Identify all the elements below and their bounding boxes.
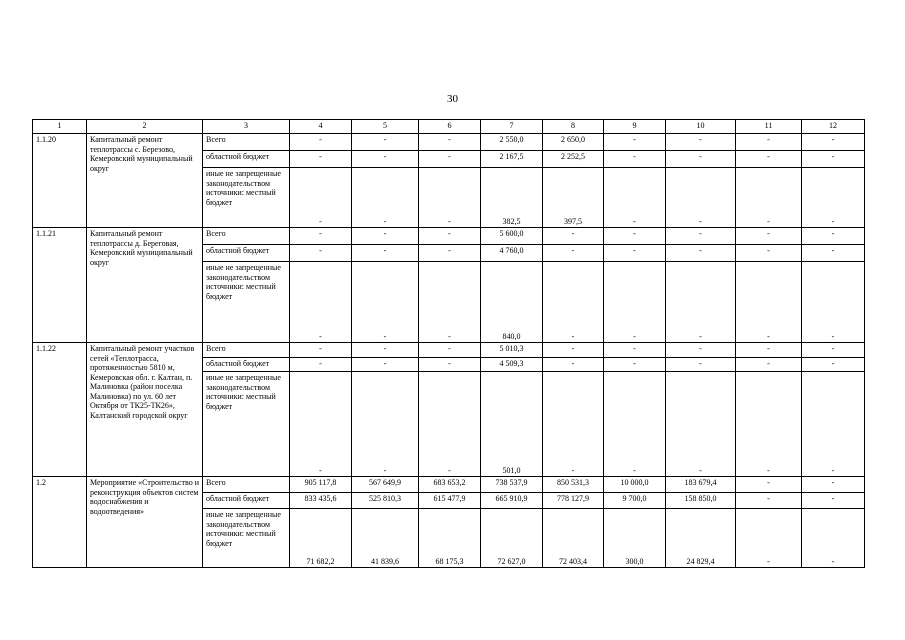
header-cell: 4 bbox=[290, 120, 352, 134]
value-cell: - bbox=[666, 168, 736, 228]
value-cell: - bbox=[666, 372, 736, 477]
value-cell: - bbox=[736, 151, 802, 168]
value-cell: - bbox=[290, 262, 352, 343]
value-cell: - bbox=[802, 168, 865, 228]
value-cell: 840,0 bbox=[481, 262, 543, 343]
funding-source: Всего bbox=[203, 477, 290, 493]
value-cell: - bbox=[419, 245, 481, 262]
value-cell: 68 175,3 bbox=[419, 509, 481, 568]
budget-table bbox=[32, 119, 865, 568]
value-cell: 2 650,0 bbox=[543, 134, 604, 151]
value-cell: - bbox=[604, 168, 666, 228]
funding-source: иные не запрещенные законодательством источники: местный бюджет bbox=[203, 372, 290, 477]
value-cell: - bbox=[802, 343, 865, 358]
item-code: 1.1.20 bbox=[33, 134, 87, 228]
value-cell: 2 550,0 bbox=[481, 134, 543, 151]
value-cell: - bbox=[736, 477, 802, 493]
item-name: Капитальный ремонт теплотрассы с. Березово, Кемеровский муниципальный округ bbox=[87, 134, 203, 228]
value-cell: 183 679,4 bbox=[666, 477, 736, 493]
value-cell: - bbox=[543, 262, 604, 343]
value-cell: - bbox=[290, 358, 352, 372]
value-cell: 5 600,0 bbox=[481, 228, 543, 245]
value-cell: - bbox=[604, 262, 666, 343]
value-cell: - bbox=[290, 168, 352, 228]
value-cell: - bbox=[352, 151, 419, 168]
value-cell: - bbox=[604, 151, 666, 168]
value-cell: 4 509,3 bbox=[481, 358, 543, 372]
funding-source: Всего bbox=[203, 134, 290, 151]
value-cell: - bbox=[419, 343, 481, 358]
value-cell: - bbox=[419, 262, 481, 343]
funding-source: областной бюджет bbox=[203, 358, 290, 372]
value-cell: - bbox=[352, 358, 419, 372]
funding-source: областной бюджет bbox=[203, 151, 290, 168]
value-cell: - bbox=[802, 493, 865, 509]
value-cell: - bbox=[666, 228, 736, 245]
value-cell: - bbox=[736, 358, 802, 372]
value-cell: 665 910,9 bbox=[481, 493, 543, 509]
value-cell: 683 653,2 bbox=[419, 477, 481, 493]
value-cell: - bbox=[352, 262, 419, 343]
value-cell: 10 000,0 bbox=[604, 477, 666, 493]
value-cell: - bbox=[604, 134, 666, 151]
header-cell: 2 bbox=[87, 120, 203, 134]
funding-source: областной бюджет bbox=[203, 245, 290, 262]
item-name: Мероприятие «Строительство и реконструкция объектов систем водоснабжения и водоотведения» bbox=[87, 477, 203, 568]
value-cell: - bbox=[736, 509, 802, 568]
value-cell: - bbox=[802, 134, 865, 151]
value-cell: 833 435,6 bbox=[290, 493, 352, 509]
value-cell: - bbox=[290, 245, 352, 262]
table-row bbox=[33, 343, 865, 358]
header-cell: 12 bbox=[802, 120, 865, 134]
value-cell: - bbox=[802, 509, 865, 568]
value-cell: - bbox=[736, 343, 802, 358]
value-cell: - bbox=[666, 358, 736, 372]
value-cell: - bbox=[666, 262, 736, 343]
value-cell: 41 839,6 bbox=[352, 509, 419, 568]
header-cell: 10 bbox=[666, 120, 736, 134]
value-cell: - bbox=[352, 343, 419, 358]
value-cell: - bbox=[290, 134, 352, 151]
value-cell: 382,5 bbox=[481, 168, 543, 228]
header-cell: 5 bbox=[352, 120, 419, 134]
header-cell: 3 bbox=[203, 120, 290, 134]
table-row bbox=[33, 477, 865, 493]
value-cell: - bbox=[666, 134, 736, 151]
table-row bbox=[33, 134, 865, 151]
value-cell: - bbox=[666, 343, 736, 358]
funding-source: иные не запрещенные законодательством источники: местный бюджет bbox=[203, 509, 290, 568]
header-cell: 11 bbox=[736, 120, 802, 134]
value-cell: - bbox=[736, 262, 802, 343]
funding-source: областной бюджет bbox=[203, 493, 290, 509]
value-cell: - bbox=[802, 358, 865, 372]
value-cell: 501,0 bbox=[481, 372, 543, 477]
value-cell: - bbox=[802, 245, 865, 262]
value-cell: 850 531,3 bbox=[543, 477, 604, 493]
value-cell: 567 649,9 bbox=[352, 477, 419, 493]
value-cell: - bbox=[736, 134, 802, 151]
value-cell: - bbox=[604, 343, 666, 358]
header-cell: 1 bbox=[33, 120, 87, 134]
value-cell: - bbox=[419, 134, 481, 151]
value-cell: - bbox=[352, 168, 419, 228]
value-cell: 2 167,5 bbox=[481, 151, 543, 168]
value-cell: - bbox=[736, 493, 802, 509]
value-cell: - bbox=[419, 168, 481, 228]
value-cell: - bbox=[543, 228, 604, 245]
value-cell: - bbox=[736, 168, 802, 228]
value-cell: 9 700,0 bbox=[604, 493, 666, 509]
item-name: Капитальный ремонт участков сетей «Теплотрасса, протяженностью 5810 м, Кемеровская обл. г. Калтан, п. Малиновка (район поселка Малиновка) по ул. 60 лет Октября от ТК25-ТК26», Калтанский городской округ bbox=[87, 343, 203, 477]
value-cell: - bbox=[543, 372, 604, 477]
header-cell: 6 bbox=[419, 120, 481, 134]
value-cell: 397,5 bbox=[543, 168, 604, 228]
value-cell: 615 477,9 bbox=[419, 493, 481, 509]
value-cell: 778 127,9 bbox=[543, 493, 604, 509]
table-row bbox=[33, 228, 865, 245]
value-cell: - bbox=[802, 477, 865, 493]
value-cell: - bbox=[419, 358, 481, 372]
value-cell: - bbox=[802, 228, 865, 245]
funding-source: иные не запрещенные законодательством источники: местный бюджет bbox=[203, 262, 290, 343]
value-cell: 158 850,0 bbox=[666, 493, 736, 509]
item-code: 1.2 bbox=[33, 477, 87, 568]
item-code: 1.1.21 bbox=[33, 228, 87, 343]
value-cell: - bbox=[666, 151, 736, 168]
header-cell: 9 bbox=[604, 120, 666, 134]
value-cell: - bbox=[666, 245, 736, 262]
item-name: Капитальный ремонт теплотрассы д. Береговая, Кемеровский муниципальный округ bbox=[87, 228, 203, 343]
value-cell: - bbox=[419, 228, 481, 245]
value-cell: 2 252,5 bbox=[543, 151, 604, 168]
value-cell: - bbox=[290, 343, 352, 358]
value-cell: 4 760,0 bbox=[481, 245, 543, 262]
value-cell: 300,0 bbox=[604, 509, 666, 568]
value-cell: - bbox=[352, 372, 419, 477]
value-cell: 738 537,9 bbox=[481, 477, 543, 493]
item-code: 1.1.22 bbox=[33, 343, 87, 477]
value-cell: 71 682,2 bbox=[290, 509, 352, 568]
value-cell: - bbox=[290, 372, 352, 477]
value-cell: - bbox=[352, 228, 419, 245]
value-cell: - bbox=[802, 262, 865, 343]
value-cell: - bbox=[290, 228, 352, 245]
funding-source: иные не запрещенные законодательством источники: местный бюджет bbox=[203, 168, 290, 228]
value-cell: - bbox=[290, 151, 352, 168]
header-cell: 8 bbox=[543, 120, 604, 134]
value-cell: - bbox=[543, 343, 604, 358]
value-cell: 525 810,3 bbox=[352, 493, 419, 509]
value-cell: - bbox=[352, 245, 419, 262]
page-number: 30 bbox=[447, 93, 458, 105]
value-cell: - bbox=[736, 228, 802, 245]
value-cell: - bbox=[543, 358, 604, 372]
value-cell: - bbox=[604, 228, 666, 245]
value-cell: 24 829,4 bbox=[666, 509, 736, 568]
value-cell: - bbox=[419, 372, 481, 477]
value-cell: - bbox=[604, 358, 666, 372]
header-row bbox=[33, 120, 865, 134]
value-cell: - bbox=[736, 372, 802, 477]
value-cell: 72 627,0 bbox=[481, 509, 543, 568]
value-cell: - bbox=[543, 245, 604, 262]
value-cell: - bbox=[802, 372, 865, 477]
funding-source: Всего bbox=[203, 228, 290, 245]
value-cell: 5 010,3 bbox=[481, 343, 543, 358]
value-cell: 72 403,4 bbox=[543, 509, 604, 568]
funding-source: Всего bbox=[203, 343, 290, 358]
value-cell: - bbox=[736, 245, 802, 262]
value-cell: - bbox=[604, 245, 666, 262]
header-cell: 7 bbox=[481, 120, 543, 134]
value-cell: - bbox=[419, 151, 481, 168]
value-cell: - bbox=[604, 372, 666, 477]
value-cell: - bbox=[352, 134, 419, 151]
value-cell: - bbox=[802, 151, 865, 168]
value-cell: 905 117,8 bbox=[290, 477, 352, 493]
